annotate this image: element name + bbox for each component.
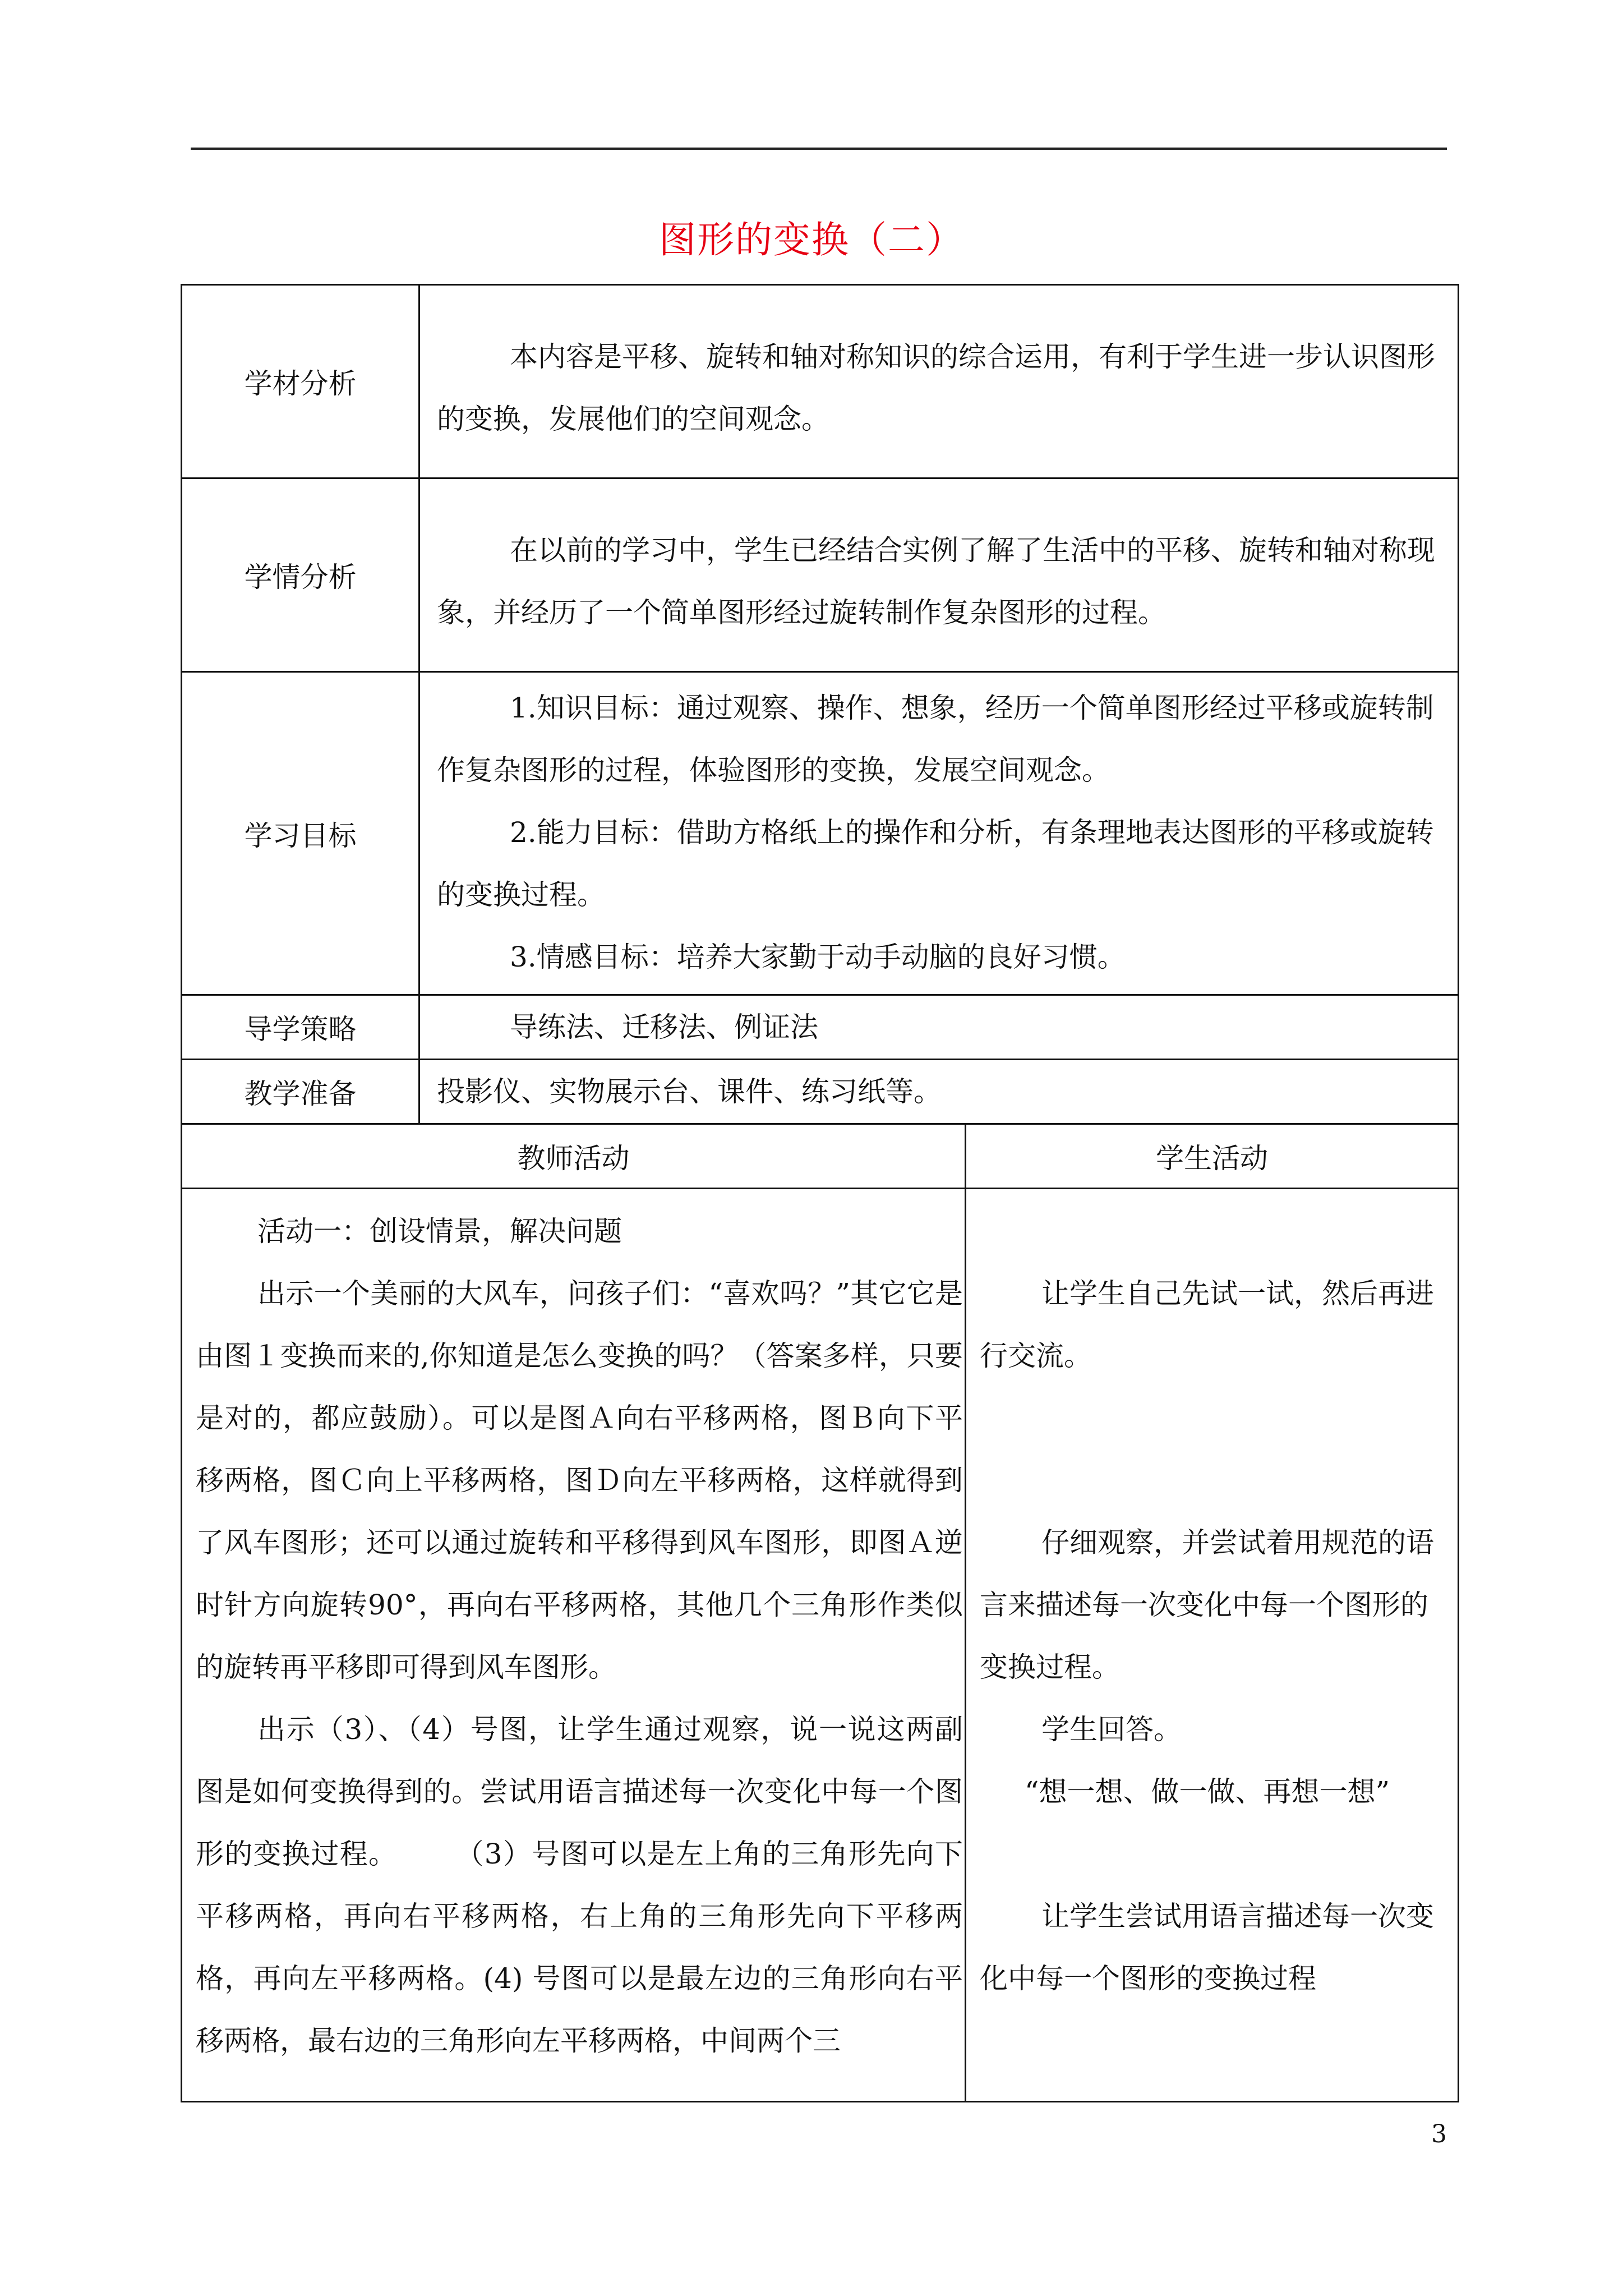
row-strategy <box>182 996 1458 1060</box>
row-label: 学材分析 <box>182 286 420 477</box>
student-paragraph-observe: 仔细观察，并尝试着用规范的语言来描述每一次变化中每一个图形的变换过程。 <box>980 1526 1434 1683</box>
row-label: 导学策略 <box>182 996 420 1059</box>
row-content <box>420 286 1458 477</box>
row-content <box>420 1060 1458 1123</box>
row-content <box>420 673 1458 994</box>
paragraph: 在以前的学习中，学生已经结合实例了解了生活中的平移、旋转和轴对称现象，并经历了一个简单图形经过旋转制作复杂图形的过程。 <box>437 534 1435 629</box>
goal-emotion: 3.情感目标：培养大家勤于动手动脑的良好习惯。 <box>510 941 1126 973</box>
goal-knowledge: 1.知识目标：通过观察、操作、想象，经历一个简单图形经过平移或旋转制作复杂图形的过程，体验图形的变换，发展空间观念。 <box>437 692 1434 786</box>
activity-one-heading: 活动一：创设情景，解决问题 <box>257 1215 622 1248</box>
paragraph: 导练法、迁移法、例证法 <box>510 1010 818 1043</box>
row-learning-goals <box>182 673 1458 996</box>
teacher-activity-text <box>182 1189 966 2072</box>
student-header-cell <box>966 1125 1458 1188</box>
row-student-analysis <box>182 479 1458 673</box>
student-paragraph-try: 让学生自己先试一试，然后再进行交流。 <box>980 1277 1434 1372</box>
row-label: 教学准备 <box>182 1060 420 1123</box>
row-content <box>420 996 1458 1059</box>
teacher-header-cell <box>182 1125 966 1188</box>
header-rule <box>191 148 1447 150</box>
document-title: 图形的变换（二） <box>659 218 964 261</box>
activity-header-row <box>182 1125 1458 1189</box>
student-paragraph-answer: 学生回答。 <box>1041 1713 1182 1746</box>
teacher-paragraph-figures: 出示（3）、（4）号图，让学生通过观察，说一说这两副图是如何变换得到的。尝试用语言描述每一次变化中每一个图形的变换过程。 （3）号图可以是左上角的三角形先向下平移两格，再向右平移两格，右上角的三角形先向下平移两格，再向左平移两格。(4) 号图可以是最左边的三角形向右平移两格，最右边的三角形向左平移两格，中间两个三 <box>196 1713 963 2057</box>
paragraph: 本内容是平移、旋转和轴对称知识的综合运用，有利于学生进一步认识图形的变换，发展他们的空间观念。 <box>437 341 1435 435</box>
row-label: 学习目标 <box>182 673 420 994</box>
student-paragraph-think: “想一想、做一做、再想一想” <box>1025 1775 1390 1808</box>
student-paragraph-describe: 让学生尝试用语言描述每一次变化中每一个图形的变换过程 <box>980 1900 1434 1995</box>
page-number: 3 <box>1431 2120 1447 2148</box>
paragraph: 投影仪、实物展示台、课件、练习纸等。 <box>437 1075 942 1108</box>
teacher-paragraph-windmill: 出示一个美丽的大风车，问孩子们：“喜欢吗？”其它它是由图１变换而来的,你知道是怎么变换的吗？（答案多样，只要是对的，都应鼓励）。可以是图Ａ向右平移两格，图Ｂ向下平移两格，图Ｃ向上平移两格，图Ｄ向左平移两格，这样就得到了风车图形；还可以通过旋转和平移得到风车图形，即图Ａ逆时针方向旋转90°，再向右平移两格，其他几个三角形作类似的旋转再平移即可得到风车图形。 <box>196 1277 963 1683</box>
student-activity-header: 学生活动 <box>1156 1142 1268 1175</box>
row-preparation <box>182 1060 1458 1125</box>
row-content <box>420 479 1458 671</box>
row-label: 学情分析 <box>182 479 420 671</box>
row-material-analysis <box>182 286 1458 479</box>
goal-ability: 2.能力目标：借助方格纸上的操作和分析，有条理地表达图形的平移或旋转的变换过程。 <box>437 816 1434 911</box>
teacher-activity-header: 教师活动 <box>517 1142 630 1175</box>
activity-body-row <box>182 1189 1458 2101</box>
lesson-plan-table <box>181 284 1459 2102</box>
